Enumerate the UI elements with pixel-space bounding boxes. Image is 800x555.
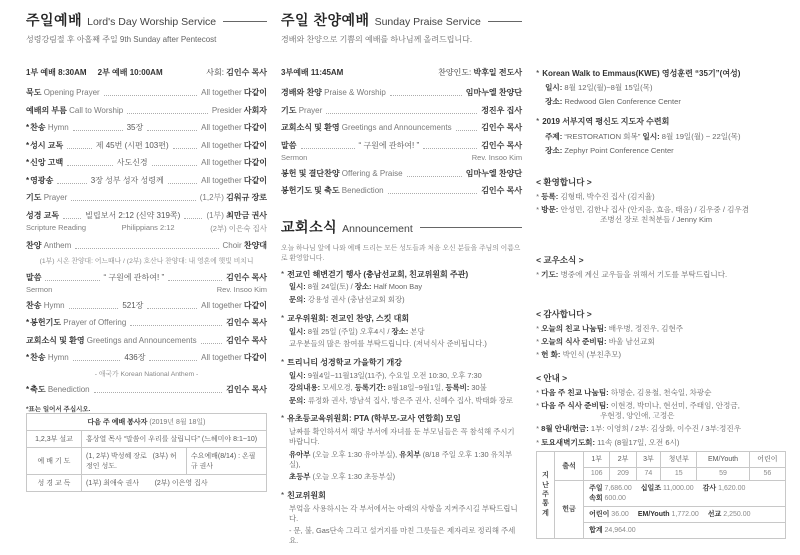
event-title: * Korean Walk to Emmaus(KWE) 영성훈련 “35기”(여성) bbox=[536, 69, 741, 78]
program-item-right: Choir 찬양대 bbox=[222, 240, 268, 250]
dotted-leader bbox=[73, 130, 123, 131]
event-line: 주제: “RESTORATION 회복” 일시: 8월 19일(월) ~ 22일(목) bbox=[545, 131, 741, 141]
program-item-right-en: Choir bbox=[222, 240, 244, 250]
worship-column bbox=[26, 10, 268, 487]
dotted-leader bbox=[168, 183, 197, 184]
program-row bbox=[26, 192, 267, 203]
program-subrow-center bbox=[52, 285, 216, 294]
announcement-line: 일시: 9월4일~11월13일(11주), 수요일 오전 10:30, 오후 7:30 bbox=[289, 370, 482, 380]
offering-amount: 1,772.00 bbox=[669, 511, 699, 519]
program-row bbox=[26, 210, 267, 221]
section-gap bbox=[536, 283, 786, 297]
praise-subtitle: 경배와 찬양으로 기쁨의 예배를 하나님께 올려드립니다. bbox=[281, 35, 473, 44]
program-item-label: 교회소식 및 환영 Greetings and Announcements bbox=[26, 335, 197, 345]
notice-item-line: * 8월 안내/헌금: 1부: 이영희 / 2부: 김상화, 이수진 / 3부:정진우 bbox=[536, 424, 742, 434]
program-subrow-right: Rev. Insoo Kim bbox=[471, 152, 523, 162]
next-week-table-cell: 성 경 교 독 bbox=[27, 474, 82, 491]
program-row bbox=[26, 317, 267, 328]
program-item-label-en: Call to Worship bbox=[66, 105, 124, 115]
notice-section-heading: < 감사합니다 > bbox=[536, 308, 592, 319]
program-item-label: *성시 교독 bbox=[26, 140, 64, 150]
next-week-servers-table bbox=[26, 413, 267, 492]
dotted-leader bbox=[388, 193, 478, 194]
asterisk-mark: * bbox=[26, 140, 30, 150]
asterisk-mark: * bbox=[26, 123, 30, 132]
program-row bbox=[26, 240, 267, 251]
program-item-center: 제 45번 (시편 103편) bbox=[95, 140, 169, 150]
program-subrow-right: (2부) 이은숙 집사 bbox=[210, 223, 268, 233]
announcement-line: 날짜를 확인하셔서 해당 부서에 자녀를 둔 부모님들은 꼭 참석해 주시기 바랍니다. bbox=[289, 427, 515, 447]
offering-pair: 선교 2,250.00 bbox=[707, 511, 751, 519]
offering-amount: 7,686.00 bbox=[602, 485, 632, 493]
program-item-right-pre: (1부) bbox=[206, 210, 227, 220]
asterisk-mark: * bbox=[281, 269, 285, 279]
program-subrow bbox=[26, 285, 267, 294]
program-item-label-en: Praise & Worship bbox=[321, 88, 386, 97]
service-time: 3부예배 11:45AM bbox=[281, 68, 344, 77]
dotted-leader bbox=[147, 130, 197, 131]
announcement-line: 문의: 강용성 권사 (충남선교회 회장) bbox=[289, 295, 405, 305]
announcement-line: 부엌을 사용하시는 각 부서에서는 아래의 사항을 지켜주시길 부탁드립니다. bbox=[289, 503, 518, 523]
attendance-value: 15 bbox=[661, 467, 697, 480]
notice-sections bbox=[536, 165, 786, 451]
praise-title-ko: 주일 찬양예배 bbox=[281, 12, 370, 28]
program-item-label-en: Benediction bbox=[339, 186, 384, 195]
offering-pair: 합계 24,964.00 bbox=[589, 527, 636, 535]
offering-amount: 24,964.00 bbox=[602, 527, 636, 535]
program-item-right-en: All together bbox=[201, 88, 244, 97]
announcement-list bbox=[281, 270, 522, 555]
announcement-block bbox=[281, 414, 522, 482]
stats-column-header: 3부 bbox=[636, 451, 660, 467]
dotted-leader bbox=[71, 200, 195, 201]
program-item-right: (1,2부) 김워규 장로 bbox=[199, 193, 268, 202]
offering-amount: 11,000.00 bbox=[661, 485, 694, 493]
program-row bbox=[281, 168, 522, 179]
program-item-right: All together 다같이 bbox=[201, 175, 268, 185]
dotted-leader bbox=[201, 343, 223, 344]
worship-title-en: Lord's Day Worship Service bbox=[87, 16, 217, 28]
notices-column bbox=[536, 10, 786, 535]
event-line: 장소: Redwood Glen Conference Center bbox=[545, 97, 681, 107]
attendance-value: 209 bbox=[610, 467, 636, 480]
program-item-label: 묵도 Opening Prayer bbox=[26, 88, 100, 97]
program-item-center: 사도신경 bbox=[116, 158, 148, 167]
announcement-line: 교우분들의 많은 참여를 부탁드립니다. (저녁식사 준비됩니다.) bbox=[289, 339, 487, 349]
program-item-label-en: Prayer bbox=[296, 105, 323, 115]
program-item-label-en: Hymn bbox=[45, 353, 69, 362]
program-item-label: *봉헌기도 Prayer of Offering bbox=[26, 318, 127, 327]
program-item-right: 김인수 목사 bbox=[481, 140, 523, 150]
program-item-right-en: All together bbox=[201, 175, 244, 185]
offering-amount: 1,620.00 bbox=[716, 485, 746, 493]
announcement-block-title: * 유초등교육위원회: PTA (학부모-교사 연합회) 모임 bbox=[281, 414, 461, 424]
dotted-leader bbox=[67, 165, 112, 166]
worship-title-ko: 주일예배 bbox=[26, 12, 83, 28]
program-item-label-en: Anthem bbox=[41, 240, 72, 250]
program-item-center: 521장 bbox=[122, 300, 144, 310]
program-item-label-en: Greetings and Announcements bbox=[339, 123, 452, 132]
program-item-center: 436장 bbox=[124, 353, 146, 362]
program-item-label: 찬양 Anthem bbox=[26, 240, 72, 250]
next-week-table-cell: 1,2,3부 설교 bbox=[27, 430, 82, 447]
notice-item bbox=[536, 324, 786, 334]
notice-item-continuation: 조병선 장로 친척분들 / Jenny Kim bbox=[600, 215, 713, 225]
announcement-title-en: Announcement bbox=[342, 222, 413, 235]
asterisk-mark: * bbox=[536, 69, 540, 78]
offering-amount: 36.00 bbox=[609, 511, 629, 519]
asterisk-mark: * bbox=[26, 175, 30, 185]
program-row bbox=[26, 157, 267, 168]
dotted-leader bbox=[69, 308, 119, 309]
stats-column-header: 2부 bbox=[610, 451, 636, 467]
program-item-center: “ 구원에 관하여! ” bbox=[358, 140, 420, 150]
program-item-label: 기도 Prayer bbox=[26, 193, 68, 202]
offering-line bbox=[584, 522, 786, 538]
dotted-leader bbox=[130, 325, 222, 326]
dotted-leader bbox=[73, 360, 121, 361]
program-subrow-left: Sermon bbox=[281, 152, 308, 162]
announcement-title bbox=[281, 217, 522, 237]
last-week-stats-table bbox=[536, 451, 786, 539]
worship-time-row bbox=[26, 67, 267, 78]
dotted-leader bbox=[301, 148, 355, 149]
notice-item bbox=[536, 388, 786, 398]
dotted-leader bbox=[94, 392, 223, 393]
program-item-right: 김인수 목사 bbox=[481, 186, 523, 195]
program-item-right: All together 다같이 bbox=[201, 353, 268, 362]
program-item-label-en: Opening Prayer bbox=[41, 88, 100, 97]
attendance-row-label: 출석 bbox=[555, 451, 584, 480]
program-item-label: 기도 Prayer bbox=[281, 105, 323, 115]
program-item-label: 봉헌기도 및 축도 Benediction bbox=[281, 186, 384, 195]
dotted-leader bbox=[184, 218, 202, 219]
offering-pair: EM/Youth 1,772.00 bbox=[637, 511, 699, 519]
notice-item bbox=[536, 192, 786, 202]
program-note: (1부) 시온 찬양대: 어느때나 / (2부) 호산나 찬양대: 내 영혼에 햇빛 비치니 bbox=[39, 258, 254, 265]
announcement-line: 일시: 8월 25일 (주일) 오후4시 / 장소: 본당 bbox=[289, 326, 425, 336]
program-row bbox=[26, 272, 267, 283]
program-item-right: (1부) 최만금 권사 bbox=[206, 210, 268, 220]
announcement-block-title: * 트리니티 성경학교 가을학기 개강 bbox=[281, 357, 403, 367]
program-row bbox=[26, 352, 267, 363]
announcement-line: - 문, 불, Gas단속 그리고 설거지를 마친 그릇들은 제자리로 정리해 주세요. bbox=[289, 526, 516, 546]
offering-pair: 십일조 11,000.00 bbox=[640, 485, 694, 493]
notice-item bbox=[536, 350, 786, 360]
dotted-leader bbox=[173, 148, 198, 149]
program-row bbox=[281, 140, 522, 151]
program-item-right: Presider 사회자 bbox=[211, 105, 268, 115]
program-item-right: All together 다같이 bbox=[201, 88, 268, 97]
next-week-table-cell: 홍상열 목사 “말씀이 우리를 살립니다” (느헤미야 8:1~10) bbox=[82, 430, 267, 447]
program-row bbox=[281, 185, 522, 196]
worship-program bbox=[26, 87, 267, 402]
offering-pair: 속회 600.00 bbox=[589, 495, 626, 503]
dotted-leader bbox=[152, 165, 197, 166]
announcement-line: 문의: 류정화 권사, 방남석 집사, 방은주 권사, 신혜수 집사, 박태화 장로 bbox=[289, 395, 514, 405]
dotted-leader bbox=[149, 360, 197, 361]
attendance-value: 56 bbox=[749, 467, 785, 480]
title-rule bbox=[420, 227, 522, 228]
praise-title bbox=[281, 10, 522, 30]
stats-column-header: 어린이 bbox=[749, 451, 785, 467]
next-week-date: (2019년 8월 18일) bbox=[147, 418, 206, 426]
notice-item-line: * 오늘의 식사 준비팀: 바울 남선교회 bbox=[536, 337, 655, 346]
program-item-label-en: Prayer of Offering bbox=[61, 318, 127, 327]
program-item-right-en: All together bbox=[201, 123, 244, 132]
offering-pair: 어린이 36.00 bbox=[589, 511, 629, 519]
program-item-right-en: Presider bbox=[211, 105, 244, 115]
section-gap bbox=[536, 229, 786, 243]
worship-title bbox=[26, 10, 267, 30]
stand-footnote: *표는 일어서 주십시오. bbox=[26, 405, 91, 413]
service-leader: 사회: 김인수 목사 bbox=[206, 68, 268, 77]
dotted-leader bbox=[147, 308, 197, 309]
program-row bbox=[26, 335, 267, 346]
notice-item bbox=[536, 401, 786, 422]
announcement-block bbox=[281, 270, 522, 306]
offering-amount: 2,250.00 bbox=[721, 511, 751, 519]
program-row bbox=[26, 300, 267, 311]
event-list bbox=[536, 68, 786, 165]
praise-time-row bbox=[281, 67, 522, 78]
next-week-table-title: 다음 주 예배 봉사자 (2019년 8월 18일) bbox=[27, 413, 267, 430]
dotted-leader bbox=[456, 130, 478, 131]
program-subrow-center bbox=[307, 153, 471, 162]
praise-column bbox=[281, 10, 523, 546]
dotted-leader bbox=[407, 176, 462, 177]
notice-item bbox=[536, 438, 786, 448]
title-rule bbox=[223, 21, 267, 22]
program-item-label-en: Prayer bbox=[41, 193, 68, 202]
attendance-value: 106 bbox=[584, 467, 610, 480]
asterisk-mark: * bbox=[536, 117, 540, 127]
offering-row-label: 헌금 bbox=[555, 480, 584, 538]
notice-item-line: * 다음 주 친교 나눔팀: 하명순, 김용철, 천숙일, 차광순 bbox=[536, 387, 712, 397]
dotted-leader bbox=[127, 113, 208, 114]
program-row bbox=[281, 105, 522, 116]
dotted-leader bbox=[75, 248, 218, 249]
announcement-block bbox=[281, 358, 522, 406]
stats-column-header: 청년부 bbox=[661, 451, 697, 467]
program-item-label: 예배의 부름 Call to Worship bbox=[26, 105, 124, 115]
notice-section-heading: < 교우소식 > bbox=[536, 254, 584, 265]
event-block bbox=[536, 116, 786, 155]
program-row bbox=[26, 175, 267, 186]
event-title: * 2019 서부지역 평신도 지도자 수련회 bbox=[536, 117, 670, 127]
dotted-leader bbox=[57, 183, 86, 184]
announcement-block bbox=[281, 314, 522, 350]
asterisk-mark: * bbox=[26, 385, 30, 394]
attendance-value: 74 bbox=[636, 467, 660, 480]
notice-item-line: * 다음 주 식사 준비팀: 이현경, 박미나, 현선미, 주태임, 안정금, bbox=[536, 400, 740, 410]
program-subrow-center: Philippians 2:12 bbox=[121, 222, 175, 232]
program-item-right-en: All together bbox=[201, 158, 244, 167]
dotted-leader bbox=[63, 218, 81, 219]
dotted-leader bbox=[168, 280, 222, 281]
next-week-table-cell: 수요예배(8/14) : 온필규 권사 bbox=[186, 447, 266, 474]
program-item-center: 35장 bbox=[126, 123, 144, 132]
program-subrow-left: Scripture Reading bbox=[26, 222, 87, 232]
program-item-center: “ 구원에 관하여! ” bbox=[103, 272, 165, 282]
program-item-label-en: Hymn bbox=[45, 123, 69, 132]
program-item-right: 김인수 목사 bbox=[226, 385, 268, 394]
program-item-right-pre: (1,2부) bbox=[199, 193, 227, 202]
event-line: 장소: Zephyr Point Conference Center bbox=[545, 145, 674, 155]
program-subrow-left: Sermon bbox=[26, 284, 53, 294]
announcement-block bbox=[281, 491, 522, 547]
event-line: 일시: 8월 12일(월)~8월 15일(목) bbox=[545, 83, 653, 93]
title-rule bbox=[488, 21, 522, 22]
program-subrow bbox=[281, 153, 522, 162]
asterisk-mark: * bbox=[281, 414, 285, 424]
program-item-right: 정진우 집사 bbox=[481, 105, 523, 115]
announcement-block-title: * 교우위원회: 전교인 찬양, 스킷 대회 bbox=[281, 313, 410, 323]
stats-column-header: EM/Youth bbox=[697, 451, 749, 467]
asterisk-mark: * bbox=[281, 357, 285, 367]
program-item-label-en: Offering & Praise bbox=[339, 168, 403, 178]
program-item-center: 빌립보서 2:12 (신약 319쪽) bbox=[85, 210, 181, 220]
program-item-right: 임마누엘 찬양단 bbox=[465, 168, 523, 178]
next-week-table-cell: (1부) 최애숙 권사 (2부) 이은영 집사 bbox=[82, 474, 267, 491]
program-item-label: *축도 Benediction bbox=[26, 385, 90, 394]
asterisk-mark: * bbox=[26, 353, 30, 362]
dotted-leader bbox=[326, 113, 477, 114]
program-item-label: *신앙 고백 bbox=[26, 158, 64, 167]
asterisk-mark: * bbox=[281, 490, 285, 500]
notice-section-heading: < 환영합니다 > bbox=[536, 176, 592, 187]
notice-item-line: * 토요새벽기도회: 11속 (8월17일, 오전 6시) bbox=[536, 437, 680, 447]
offering-pair: 감사 1,620.00 bbox=[702, 485, 746, 493]
praise-title-en: Sunday Praise Service bbox=[374, 16, 481, 28]
notice-item bbox=[536, 205, 786, 226]
program-item-right-en: All together bbox=[201, 353, 244, 362]
next-week-table-cell: 예 배 기 도 bbox=[27, 447, 82, 474]
notice-item-line: * 오늘의 친교 나눔팀: 배우병, 정진우, 김현주 bbox=[536, 323, 684, 333]
stats-column-header: 1부 bbox=[584, 451, 610, 467]
program-item-label: 교회소식 및 환영 Greetings and Announcements bbox=[281, 123, 452, 132]
program-item-right: 김인수 목사 bbox=[226, 318, 268, 327]
announcement-intro: 오늘 하나님 앞에 나와 예배 드리는 모든 성도들과 처음 오신 분들을 주님의 이름으로 환영합니다. bbox=[281, 244, 521, 262]
program-item-label: 말씀 bbox=[281, 140, 297, 150]
program-row bbox=[26, 105, 267, 116]
program-row bbox=[281, 87, 522, 98]
program-item-right: All together 다같이 bbox=[201, 123, 268, 132]
service-time: 1부 예배 8:30AM 2부 예배 10:00AM bbox=[26, 68, 163, 77]
dotted-leader bbox=[67, 148, 92, 149]
program-item-right: 김인수 목사 bbox=[481, 123, 523, 132]
program-row bbox=[26, 87, 267, 98]
announcement-line: 강의내용: 모세오경, 등록기간: 8월18일~9월1일, 등록비: 30불 bbox=[289, 383, 487, 393]
program-row bbox=[26, 140, 267, 151]
event-block bbox=[536, 68, 786, 107]
program-item-label: *찬송 Hymn bbox=[26, 353, 69, 362]
announcement-line: 초등부 (오늘 오후 1:30 초등부실) bbox=[289, 472, 396, 482]
service-leader: 찬양인도: 박후일 전도사 bbox=[438, 68, 523, 77]
attendance-value: 59 bbox=[697, 467, 749, 480]
program-item-label: *찬송 Hymn bbox=[26, 123, 69, 132]
notice-item-line: * 등록: 김형태, 박수진 집사 (김지율) bbox=[536, 191, 655, 201]
announcement-block-title: * 전교인 해변걷기 행사 (충남선교회, 친교위원회 주관) bbox=[281, 269, 469, 279]
notice-item bbox=[536, 337, 786, 347]
asterisk-mark: * bbox=[26, 318, 30, 327]
notice-item-continuation: 우현정, 양인애, 고정은 bbox=[600, 411, 675, 420]
program-item-right: 임마누엘 찬양단 bbox=[465, 88, 523, 97]
praise-program bbox=[281, 87, 522, 203]
program-item-label: 찬송 Hymn bbox=[26, 300, 65, 310]
next-week-table-cell: (1, 2부) 박성혜 장로 (3부) 허정인 성도. bbox=[82, 447, 187, 474]
announcement-line: 일시: 8월 24일(토) / 장소: Half Moon Bay bbox=[289, 282, 423, 292]
program-item-label-en: Hymn bbox=[41, 300, 65, 310]
announcement-line: 유아부 (오늘 오후 1:30 유아부실), 유치부 (8/18 주일 오후 1:30 유치부실), bbox=[289, 449, 513, 469]
notice-item-line: * 기도: 병중에 계신 교우들을 위해서 기도를 부탁드립니다. bbox=[536, 269, 728, 279]
offering-amount: 600.00 bbox=[602, 495, 626, 503]
program-item-right: All together 다같이 bbox=[201, 140, 268, 150]
program-item-label: 봉헌 및 결단찬양 Offering & Praise bbox=[281, 168, 403, 178]
program-subrow-right: Rev. Insoo Kim bbox=[216, 284, 268, 294]
program-subrow bbox=[26, 223, 267, 234]
program-item-label: *영광송 bbox=[26, 175, 54, 185]
program-row bbox=[26, 122, 267, 133]
notice-item-line: * 방문: 안성민, 김한나 집사 (안지음, 효음, 태음) / 김우중 / 김우겸 bbox=[536, 205, 750, 214]
announcement-block-title: * 친교위원회 bbox=[281, 490, 326, 500]
program-item-label: 성경 교독 bbox=[26, 210, 60, 220]
dotted-leader bbox=[45, 280, 99, 281]
dotted-leader bbox=[104, 95, 197, 96]
dotted-leader bbox=[390, 95, 462, 96]
program-item-right: All together 다같이 bbox=[201, 300, 268, 310]
program-note: - 애국가 Korean National Anthem - bbox=[94, 370, 199, 378]
announcement-title-ko: 교회소식 bbox=[281, 218, 338, 235]
notice-item bbox=[536, 424, 786, 434]
program-item-right: 김인수 목사 bbox=[226, 272, 268, 282]
asterisk-mark: * bbox=[26, 158, 30, 167]
program-item-label-en: Benediction bbox=[45, 385, 90, 394]
program-item-right: 김인수 목사 bbox=[226, 335, 268, 345]
notice-item-line: * 헌 화: 박인식 (부친추모) bbox=[536, 350, 622, 360]
program-item-right: All together 다같이 bbox=[201, 158, 268, 167]
asterisk-mark: * bbox=[281, 313, 285, 323]
program-item-right-en: All together bbox=[201, 140, 244, 150]
stats-vertical-label: 지 난 주 통 계 bbox=[537, 451, 555, 538]
program-item-label-en: Greetings and Announcements bbox=[84, 335, 197, 345]
notice-item bbox=[536, 270, 786, 280]
offering-line bbox=[584, 480, 786, 506]
program-row bbox=[26, 384, 267, 395]
program-item-center: 3장 성부 성자 성령께 bbox=[90, 175, 164, 185]
worship-subtitle: 성령강림절 후 아홉째 주일 9th Sunday after Pentecost bbox=[26, 35, 217, 44]
program-item-label: 말씀 bbox=[26, 272, 42, 282]
program-item-right-en: All together bbox=[201, 300, 244, 310]
dotted-leader bbox=[423, 148, 477, 149]
offering-line bbox=[584, 506, 786, 522]
program-item-label: 경배와 찬양 Praise & Worship bbox=[281, 88, 386, 97]
offering-pair: 주일 7,686.00 bbox=[589, 485, 632, 493]
program-row bbox=[281, 122, 522, 133]
notice-section-heading: < 안내 > bbox=[536, 372, 568, 383]
